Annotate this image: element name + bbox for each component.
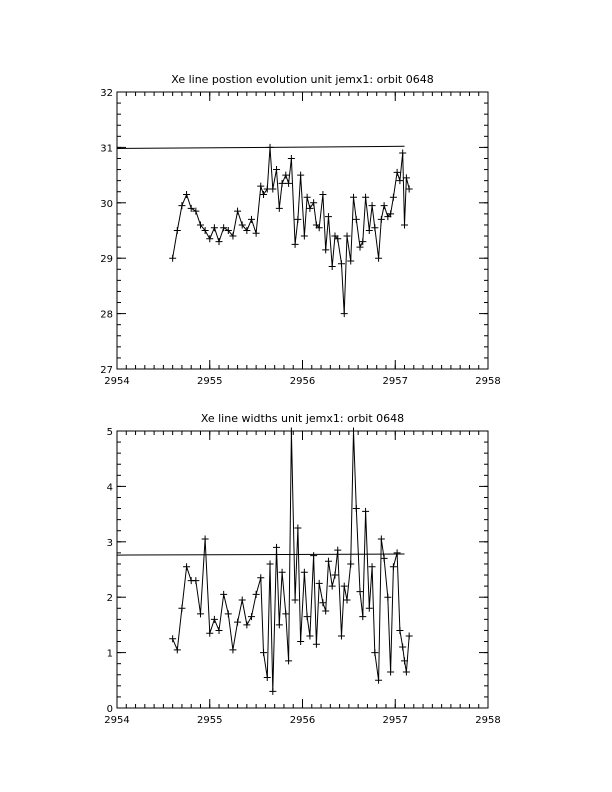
data-point bbox=[174, 227, 181, 234]
x-tick-label: 2955 bbox=[197, 376, 223, 387]
x-tick-label: 2954 bbox=[104, 376, 130, 387]
data-point bbox=[257, 574, 264, 581]
data-point bbox=[401, 221, 408, 228]
data-point bbox=[220, 591, 227, 598]
data-point bbox=[273, 166, 280, 173]
data-point bbox=[390, 563, 397, 570]
data-point bbox=[267, 144, 274, 151]
data-point bbox=[310, 199, 317, 206]
data-point bbox=[329, 583, 336, 590]
data-point bbox=[369, 563, 376, 570]
data-point bbox=[396, 177, 403, 184]
data-point bbox=[257, 183, 264, 190]
data-point bbox=[206, 235, 213, 242]
data-point bbox=[294, 524, 301, 531]
data-point bbox=[206, 630, 213, 637]
data-point bbox=[216, 238, 223, 245]
y-tick-label: 2 bbox=[106, 593, 113, 605]
data-point bbox=[301, 569, 308, 576]
data-point bbox=[384, 594, 391, 601]
data-point bbox=[276, 621, 283, 628]
y-tick-label: 32 bbox=[100, 88, 113, 99]
data-point bbox=[369, 202, 376, 209]
data-point bbox=[344, 596, 351, 603]
data-point bbox=[362, 194, 369, 201]
data-point bbox=[319, 599, 326, 606]
data-point bbox=[371, 649, 378, 656]
data-point bbox=[225, 610, 232, 617]
data-point bbox=[329, 263, 336, 270]
data-point bbox=[276, 205, 283, 212]
data-point bbox=[234, 619, 241, 626]
y-tick-label: 30 bbox=[100, 198, 113, 210]
y-tick-label: 4 bbox=[106, 482, 113, 494]
data-point bbox=[234, 208, 241, 215]
data-point bbox=[353, 216, 360, 223]
x-tick-label: 2954 bbox=[104, 715, 130, 726]
data-point bbox=[202, 536, 209, 543]
data-point bbox=[304, 613, 311, 620]
data-point bbox=[366, 605, 373, 612]
data-point bbox=[403, 668, 410, 675]
data-point bbox=[178, 202, 185, 209]
data-point bbox=[197, 610, 204, 617]
data-point bbox=[282, 610, 289, 617]
y-tick-label: 1 bbox=[106, 648, 113, 660]
data-point bbox=[192, 577, 199, 584]
data-point bbox=[341, 583, 348, 590]
data-point bbox=[322, 608, 329, 615]
data-point bbox=[375, 677, 382, 684]
data-point bbox=[178, 605, 185, 612]
data-point bbox=[399, 149, 406, 156]
data-point bbox=[174, 646, 181, 653]
data-point bbox=[264, 674, 271, 681]
data-point bbox=[390, 194, 397, 201]
data-point bbox=[267, 560, 274, 567]
data-point bbox=[306, 632, 313, 639]
data-point bbox=[285, 657, 292, 664]
data-point bbox=[350, 194, 357, 201]
plot-frame bbox=[117, 431, 488, 708]
data-point bbox=[169, 635, 176, 642]
chart-title: Xe line widths unit jemx1: orbit 0648 bbox=[200, 412, 405, 425]
data-point bbox=[325, 558, 332, 565]
y-tick-label: 5 bbox=[106, 427, 113, 438]
line-widths-panel bbox=[104, 412, 500, 726]
data-point bbox=[269, 185, 276, 192]
data-point bbox=[292, 596, 299, 603]
y-tick-label: 29 bbox=[100, 254, 113, 266]
data-point bbox=[285, 180, 292, 187]
x-tick-label: 2956 bbox=[289, 376, 316, 387]
data-point bbox=[253, 230, 260, 237]
data-point bbox=[169, 255, 176, 262]
y-tick-label: 27 bbox=[100, 365, 113, 376]
data-point bbox=[347, 257, 354, 264]
data-point bbox=[375, 255, 382, 262]
data-point bbox=[288, 155, 295, 162]
data-point bbox=[406, 185, 413, 192]
data-point bbox=[353, 505, 360, 512]
data-point bbox=[362, 508, 369, 515]
data-point bbox=[378, 216, 385, 223]
data-point bbox=[387, 668, 394, 675]
data-point bbox=[243, 621, 250, 628]
y-tick-label: 0 bbox=[106, 704, 113, 715]
data-point bbox=[248, 216, 255, 223]
data-point bbox=[322, 246, 329, 253]
data-point bbox=[316, 580, 323, 587]
data-point bbox=[211, 224, 218, 231]
x-tick-label: 2956 bbox=[289, 715, 316, 726]
data-point bbox=[216, 627, 223, 634]
data-point bbox=[313, 641, 320, 648]
data-point bbox=[229, 646, 236, 653]
data-point bbox=[310, 552, 317, 559]
data-point bbox=[183, 563, 190, 570]
data-point bbox=[331, 572, 338, 579]
data-point bbox=[406, 632, 413, 639]
data-point bbox=[239, 596, 246, 603]
data-point bbox=[294, 216, 301, 223]
data-point bbox=[253, 591, 260, 598]
x-tick-label: 2955 bbox=[197, 715, 223, 726]
y-tick-label: 31 bbox=[100, 143, 113, 155]
data-point bbox=[288, 428, 295, 435]
data-point bbox=[399, 644, 406, 651]
mean-reference-line bbox=[117, 146, 405, 148]
data-point bbox=[306, 205, 313, 212]
data-point bbox=[344, 233, 351, 240]
data-point bbox=[394, 169, 401, 176]
data-point bbox=[304, 194, 311, 201]
data-point bbox=[297, 172, 304, 179]
data-point bbox=[183, 191, 190, 198]
data-point bbox=[279, 180, 286, 187]
data-point bbox=[273, 544, 280, 551]
x-tick-label: 2957 bbox=[382, 715, 408, 726]
position-evolution-panel bbox=[100, 73, 500, 387]
data-point bbox=[347, 560, 354, 567]
x-tick-label: 2958 bbox=[475, 376, 501, 387]
data-point bbox=[279, 569, 286, 576]
data-point bbox=[396, 627, 403, 634]
data-point bbox=[319, 191, 326, 198]
plot-frame bbox=[117, 92, 488, 369]
data-point bbox=[292, 241, 299, 248]
data-point bbox=[359, 613, 366, 620]
data-point bbox=[357, 588, 364, 595]
x-tick-label: 2958 bbox=[475, 715, 501, 726]
x-tick-label: 2957 bbox=[382, 376, 408, 387]
data-point bbox=[350, 428, 357, 435]
data-point bbox=[260, 191, 267, 198]
data-point bbox=[394, 549, 401, 556]
data-point bbox=[301, 233, 308, 240]
data-point bbox=[378, 536, 385, 543]
chart-title: Xe line postion evolution unit jemx1: orbit 0648 bbox=[171, 73, 434, 86]
data-point bbox=[381, 555, 388, 562]
data-point bbox=[325, 213, 332, 220]
y-tick-label: 28 bbox=[100, 309, 113, 321]
data-point bbox=[211, 616, 218, 623]
y-tick-label: 3 bbox=[106, 537, 113, 549]
data-point bbox=[381, 202, 388, 209]
data-point bbox=[334, 547, 341, 554]
mean-reference-line bbox=[117, 554, 405, 555]
data-point bbox=[341, 310, 348, 317]
data-point bbox=[338, 260, 345, 267]
data-point bbox=[248, 613, 255, 620]
data-point bbox=[338, 632, 345, 639]
data-point bbox=[260, 649, 267, 656]
data-point bbox=[269, 688, 276, 695]
data-point bbox=[282, 172, 289, 179]
data-point bbox=[403, 174, 410, 181]
data-point bbox=[297, 638, 304, 645]
